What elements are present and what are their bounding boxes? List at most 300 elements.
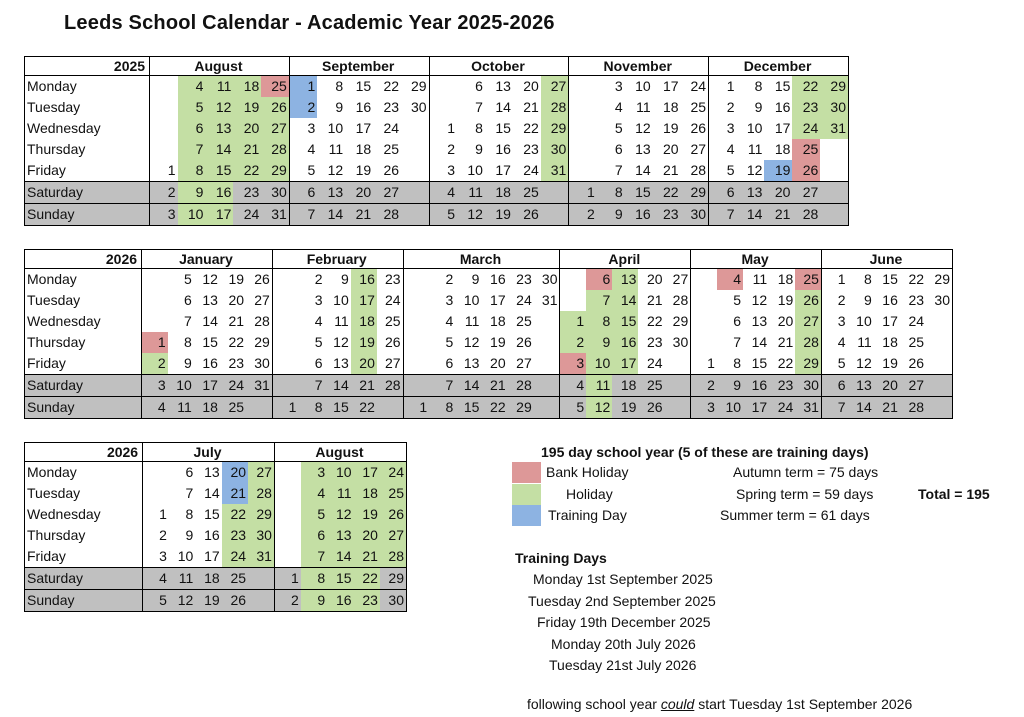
day-cell: 16 bbox=[625, 204, 653, 226]
day-cell: 7 bbox=[733, 334, 742, 350]
day-cell: 21 bbox=[663, 162, 679, 178]
footer-text-after: start Tuesday 1st September 2026 bbox=[694, 696, 913, 712]
day-cell: 17 bbox=[774, 120, 791, 136]
day-cell: 10 bbox=[746, 120, 763, 136]
day-cell: 23 bbox=[228, 355, 245, 371]
month-header: October bbox=[429, 57, 569, 76]
day-cell: 2 bbox=[445, 271, 454, 287]
day-cell: 11 bbox=[328, 141, 344, 157]
day-cell: 27 bbox=[795, 311, 821, 332]
day-cell: 21 bbox=[646, 292, 663, 308]
day-cell: 28 bbox=[377, 375, 403, 397]
day-cell: 8 bbox=[475, 120, 483, 136]
day-cell: 4 bbox=[301, 483, 327, 504]
day-cell: 20 bbox=[646, 271, 663, 287]
day-cell: 18 bbox=[882, 334, 898, 350]
day-cell: 30 bbox=[380, 590, 407, 612]
day-cell: 18 bbox=[485, 182, 513, 204]
day-cell: 31 bbox=[541, 160, 569, 182]
day-cell: 14 bbox=[317, 204, 345, 226]
day-cell: 25 bbox=[795, 269, 821, 291]
day-cell: 16 bbox=[743, 375, 769, 397]
day-cell: 6 bbox=[586, 269, 612, 291]
day-cell bbox=[403, 353, 429, 375]
day-cell: 15 bbox=[774, 78, 791, 94]
day-cell: 13 bbox=[205, 118, 233, 139]
day-cell: 6 bbox=[614, 141, 623, 157]
day-cell: 28 bbox=[681, 160, 709, 182]
day-cell bbox=[377, 397, 403, 419]
month-header: April bbox=[560, 250, 691, 269]
day-cell: 2 bbox=[447, 141, 456, 157]
day-cell: 9 bbox=[597, 204, 625, 226]
day-cell: 13 bbox=[327, 525, 353, 546]
day-cell: 10 bbox=[327, 462, 353, 484]
day-cell bbox=[541, 204, 569, 226]
day-cell: 26 bbox=[261, 97, 289, 118]
year-label: 2025 bbox=[25, 57, 150, 76]
day-cell: 25 bbox=[222, 568, 248, 590]
day-cell: 3 bbox=[150, 204, 178, 226]
day-cell: 11 bbox=[857, 334, 872, 350]
day-cell: 22 bbox=[653, 182, 681, 204]
day-cell: 27 bbox=[373, 182, 401, 204]
month-header: June bbox=[821, 250, 952, 269]
day-label: Tuesday bbox=[25, 97, 150, 118]
day-cell: 8 bbox=[335, 78, 344, 94]
day-cell: 18 bbox=[490, 313, 506, 329]
day-cell: 12 bbox=[205, 97, 233, 118]
day-cell bbox=[820, 160, 848, 182]
day-cell: 10 bbox=[717, 397, 743, 419]
day-cell bbox=[691, 290, 717, 311]
day-cell: 15 bbox=[204, 506, 220, 522]
day-cell: 19 bbox=[777, 292, 794, 308]
day-cell: 27 bbox=[380, 525, 407, 546]
day-cell: 29 bbox=[261, 160, 289, 182]
day-cell bbox=[274, 546, 300, 568]
day-cell bbox=[569, 160, 597, 182]
day-cell: 23 bbox=[792, 97, 820, 118]
day-cell: 8 bbox=[733, 355, 742, 371]
day-cell: 2 bbox=[837, 292, 846, 308]
day-cell: 12 bbox=[463, 334, 480, 350]
day-cell: 25 bbox=[792, 139, 820, 160]
training-day-item: Tuesday 21st July 2026 bbox=[549, 657, 697, 673]
day-cell: 14 bbox=[612, 290, 638, 311]
day-cell: 4 bbox=[726, 141, 735, 157]
day-cell: 7 bbox=[709, 204, 737, 226]
page-title: Leeds School Calendar - Academic Year 2025-2026 bbox=[64, 12, 555, 34]
day-cell: 2 bbox=[274, 590, 300, 612]
day-cell: 27 bbox=[900, 375, 926, 397]
day-cell: 18 bbox=[233, 76, 261, 98]
day-cell: 18 bbox=[351, 311, 377, 332]
footer-text-before: following school year bbox=[527, 696, 661, 712]
day-cell: 28 bbox=[900, 397, 926, 419]
day-cell: 3 bbox=[560, 353, 586, 375]
day-cell: 13 bbox=[333, 355, 349, 371]
day-cell bbox=[248, 568, 274, 590]
day-cell: 25 bbox=[261, 76, 289, 98]
day-cell bbox=[691, 269, 717, 291]
day-cell: 7 bbox=[586, 290, 612, 311]
day-cell: 19 bbox=[354, 504, 380, 525]
bank-holiday-swatch bbox=[512, 462, 541, 483]
day-cell: 15 bbox=[751, 355, 768, 371]
day-cell: 29 bbox=[926, 269, 952, 291]
day-cell: 5 bbox=[837, 355, 846, 371]
day-cell bbox=[560, 290, 586, 311]
day-cell bbox=[429, 97, 457, 118]
autumn-term-days: Autumn term = 75 days bbox=[733, 464, 879, 480]
year-label: 2026 bbox=[25, 250, 142, 269]
day-cell: 13 bbox=[612, 269, 638, 291]
day-label: Saturday bbox=[25, 182, 150, 204]
day-cell: 22 bbox=[523, 120, 539, 136]
day-cell: 1 bbox=[272, 397, 298, 419]
day-cell: 27 bbox=[516, 355, 532, 371]
day-cell: 16 bbox=[204, 527, 220, 543]
day-cell bbox=[569, 139, 597, 160]
day-cell: 19 bbox=[355, 162, 372, 178]
day-cell: 23 bbox=[377, 269, 403, 291]
day-cell: 6 bbox=[301, 525, 327, 546]
month-header: March bbox=[403, 250, 560, 269]
day-cell: 9 bbox=[754, 99, 763, 115]
day-label: Tuesday bbox=[25, 483, 143, 504]
day-cell: 1 bbox=[447, 120, 456, 136]
day-cell bbox=[820, 204, 848, 226]
day-cell: 11 bbox=[457, 182, 485, 204]
day-cell: 21 bbox=[523, 99, 539, 115]
day-cell bbox=[401, 118, 429, 139]
day-cell: 8 bbox=[301, 568, 327, 590]
day-cell: 21 bbox=[228, 313, 245, 329]
day-cell: 25 bbox=[380, 483, 407, 504]
day-cell: 3 bbox=[142, 375, 168, 397]
month-header: December bbox=[709, 57, 849, 76]
day-cell: 2 bbox=[150, 182, 178, 204]
day-cell: 4 bbox=[560, 375, 586, 397]
day-cell: 28 bbox=[246, 311, 272, 332]
day-cell: 24 bbox=[769, 397, 795, 419]
day-cell: 7 bbox=[429, 375, 455, 397]
day-cell: 12 bbox=[746, 162, 763, 178]
day-cell: 25 bbox=[908, 334, 925, 350]
day-cell: 9 bbox=[475, 141, 483, 157]
holiday-swatch bbox=[512, 484, 541, 505]
day-cell: 17 bbox=[194, 375, 220, 397]
day-cell: 15 bbox=[202, 334, 218, 350]
day-cell: 14 bbox=[327, 546, 353, 568]
day-label: Monday bbox=[25, 269, 142, 291]
day-cell: 23 bbox=[222, 525, 248, 546]
day-cell bbox=[272, 332, 298, 353]
day-cell: 15 bbox=[882, 271, 898, 287]
day-cell: 30 bbox=[534, 269, 560, 291]
day-cell: 30 bbox=[261, 182, 289, 204]
day-cell: 28 bbox=[380, 546, 407, 568]
month-header: August bbox=[150, 57, 290, 76]
day-cell: 3 bbox=[307, 120, 316, 136]
day-cell: 17 bbox=[351, 290, 377, 311]
day-cell bbox=[150, 118, 178, 139]
footer-emphasis: could bbox=[660, 696, 695, 712]
day-cell: 2 bbox=[726, 99, 735, 115]
day-cell: 21 bbox=[351, 375, 377, 397]
day-cell: 10 bbox=[467, 162, 483, 178]
day-cell: 11 bbox=[752, 271, 768, 287]
day-cell bbox=[274, 483, 300, 504]
day-cell bbox=[248, 590, 274, 612]
day-cell: 11 bbox=[464, 313, 480, 329]
day-cell: 2 bbox=[569, 204, 597, 226]
day-cell: 17 bbox=[490, 292, 506, 308]
day-cell: 7 bbox=[821, 397, 847, 419]
day-cell: 22 bbox=[792, 76, 820, 98]
day-cell: 27 bbox=[248, 462, 274, 484]
day-cell: 6 bbox=[185, 464, 194, 480]
day-cell: 4 bbox=[143, 568, 169, 590]
day-cell: 20 bbox=[222, 462, 248, 484]
day-cell bbox=[926, 311, 952, 332]
day-cell: 21 bbox=[222, 483, 248, 504]
day-cell: 21 bbox=[233, 139, 261, 160]
day-cell: 29 bbox=[681, 182, 709, 204]
day-cell: 23 bbox=[523, 141, 539, 157]
day-cell: 21 bbox=[481, 375, 507, 397]
day-cell: 15 bbox=[355, 78, 372, 94]
day-cell: 1 bbox=[159, 506, 167, 522]
day-cell: 25 bbox=[638, 375, 664, 397]
day-cell bbox=[534, 375, 560, 397]
day-cell: 10 bbox=[327, 120, 344, 136]
day-cell: 13 bbox=[848, 375, 874, 397]
day-cell: 3 bbox=[837, 313, 846, 329]
day-cell: 6 bbox=[475, 78, 483, 94]
day-cell: 16 bbox=[202, 355, 218, 371]
day-cell: 2 bbox=[289, 97, 317, 118]
day-cell: 15 bbox=[612, 311, 638, 332]
day-cell: 29 bbox=[795, 353, 821, 375]
day-cell bbox=[150, 139, 178, 160]
day-cell: 3 bbox=[314, 292, 323, 308]
day-cell: 12 bbox=[586, 397, 612, 419]
day-cell: 9 bbox=[340, 271, 349, 287]
day-cell: 18 bbox=[355, 141, 372, 157]
day-cell: 27 bbox=[541, 76, 569, 98]
day-cell: 5 bbox=[429, 204, 457, 226]
day-cell: 14 bbox=[204, 485, 220, 501]
day-cell: 4 bbox=[429, 182, 457, 204]
day-cell: 2 bbox=[691, 375, 717, 397]
day-label: Wednesday bbox=[25, 504, 143, 525]
day-cell: 19 bbox=[233, 97, 261, 118]
day-cell: 9 bbox=[471, 271, 480, 287]
day-cell: 26 bbox=[377, 332, 403, 353]
day-cell bbox=[534, 332, 560, 353]
day-cell: 31 bbox=[248, 546, 274, 568]
day-cell: 22 bbox=[777, 355, 794, 371]
training-days-heading: Training Days bbox=[515, 550, 607, 566]
day-cell: 28 bbox=[792, 204, 820, 226]
day-cell: 29 bbox=[541, 118, 569, 139]
day-cell: 10 bbox=[586, 353, 612, 375]
day-cell: 9 bbox=[335, 99, 344, 115]
day-cell bbox=[926, 332, 952, 353]
day-cell bbox=[534, 311, 560, 332]
day-cell: 16 bbox=[205, 182, 233, 204]
day-cell: 8 bbox=[754, 78, 763, 94]
day-cell: 3 bbox=[445, 292, 454, 308]
day-cell: 24 bbox=[516, 292, 532, 308]
day-cell: 19 bbox=[764, 160, 792, 182]
day-cell: 28 bbox=[261, 139, 289, 160]
day-cell: 16 bbox=[351, 269, 377, 291]
day-cell bbox=[272, 375, 298, 397]
day-cell: 27 bbox=[377, 353, 403, 375]
day-cell bbox=[534, 353, 560, 375]
day-cell: 5 bbox=[301, 504, 327, 525]
day-cell: 12 bbox=[202, 271, 218, 287]
day-cell bbox=[401, 182, 429, 204]
calendar-2026-jul-aug bbox=[24, 442, 407, 612]
total-days: Total = 195 bbox=[918, 486, 990, 502]
day-cell: 2 bbox=[314, 271, 323, 287]
day-cell: 13 bbox=[495, 78, 511, 94]
day-cell: 9 bbox=[184, 355, 192, 371]
day-cell: 31 bbox=[534, 290, 560, 311]
day-cell: 14 bbox=[205, 139, 233, 160]
month-header: September bbox=[289, 57, 429, 76]
day-cell: 21 bbox=[874, 397, 900, 419]
day-cell: 24 bbox=[523, 162, 539, 178]
day-cell: 24 bbox=[681, 76, 709, 98]
day-cell: 13 bbox=[317, 182, 345, 204]
day-cell: 22 bbox=[222, 504, 248, 525]
day-cell: 9 bbox=[185, 527, 194, 543]
day-cell: 20 bbox=[228, 292, 245, 308]
day-cell: 6 bbox=[314, 355, 323, 371]
day-cell bbox=[560, 269, 586, 291]
summer-term-days: Summer term = 61 days bbox=[720, 507, 870, 523]
day-cell: 12 bbox=[327, 504, 353, 525]
day-cell: 31 bbox=[820, 118, 848, 139]
day-cell: 18 bbox=[663, 99, 679, 115]
day-cell: 30 bbox=[541, 139, 569, 160]
day-cell: 8 bbox=[429, 397, 455, 419]
day-cell: 26 bbox=[513, 204, 541, 226]
day-cell: 19 bbox=[195, 590, 221, 612]
day-cell: 26 bbox=[516, 334, 532, 350]
day-cell: 11 bbox=[168, 397, 194, 419]
day-cell bbox=[926, 375, 952, 397]
day-cell bbox=[691, 332, 717, 353]
training-day-item: Friday 19th December 2025 bbox=[537, 614, 711, 630]
day-cell: 31 bbox=[246, 375, 272, 397]
day-cell bbox=[665, 397, 691, 419]
day-cell bbox=[926, 353, 952, 375]
day-cell: 19 bbox=[351, 332, 377, 353]
day-cell: 23 bbox=[908, 292, 925, 308]
day-label: Sunday bbox=[25, 590, 143, 612]
training-day-item: Monday 20th July 2026 bbox=[551, 636, 696, 652]
day-cell: 29 bbox=[508, 397, 534, 419]
day-cell: 26 bbox=[383, 162, 400, 178]
day-cell: 17 bbox=[663, 78, 679, 94]
day-cell: 21 bbox=[777, 334, 794, 350]
day-cell: 7 bbox=[301, 546, 327, 568]
day-cell: 21 bbox=[354, 546, 380, 568]
day-cell: 12 bbox=[333, 334, 349, 350]
day-label: Monday bbox=[25, 462, 143, 484]
month-header: May bbox=[691, 250, 822, 269]
day-cell: 29 bbox=[401, 76, 429, 98]
day-cell: 20 bbox=[233, 118, 261, 139]
day-cell: 7 bbox=[614, 162, 623, 178]
day-cell: 25 bbox=[516, 313, 532, 329]
day-cell: 18 bbox=[195, 568, 221, 590]
day-cell: 25 bbox=[377, 311, 403, 332]
day-cell: 5 bbox=[307, 162, 316, 178]
day-cell: 16 bbox=[490, 271, 506, 287]
day-cell: 12 bbox=[635, 120, 651, 136]
day-cell: 3 bbox=[301, 462, 327, 484]
day-cell: 29 bbox=[665, 311, 691, 332]
day-cell: 5 bbox=[143, 590, 169, 612]
day-cell: 7 bbox=[184, 313, 192, 329]
day-cell: 20 bbox=[523, 78, 539, 94]
day-cell: 17 bbox=[743, 397, 769, 419]
day-cell: 17 bbox=[204, 548, 220, 564]
month-header: November bbox=[569, 57, 709, 76]
day-cell: 17 bbox=[612, 353, 638, 375]
day-cell: 24 bbox=[646, 355, 663, 371]
day-label: Thursday bbox=[25, 525, 143, 546]
day-cell: 7 bbox=[178, 139, 206, 160]
day-label: Wednesday bbox=[25, 311, 142, 332]
day-cell: 30 bbox=[820, 97, 848, 118]
day-cell: 4 bbox=[142, 397, 168, 419]
day-cell: 15 bbox=[495, 120, 511, 136]
day-cell: 14 bbox=[635, 162, 651, 178]
day-cell: 8 bbox=[597, 182, 625, 204]
calendar-2026-jan-jun bbox=[24, 249, 953, 419]
day-cell: 29 bbox=[820, 76, 848, 98]
day-cell: 1 bbox=[403, 397, 429, 419]
day-cell: 3 bbox=[614, 78, 623, 94]
day-cell bbox=[246, 397, 272, 419]
day-cell bbox=[569, 97, 597, 118]
day-cell: 14 bbox=[848, 397, 874, 419]
day-cell: 8 bbox=[178, 160, 206, 182]
holiday-label: Holiday bbox=[566, 486, 613, 502]
day-cell: 22 bbox=[354, 568, 380, 590]
day-cell bbox=[272, 269, 298, 291]
day-cell: 24 bbox=[908, 313, 925, 329]
day-cell: 4 bbox=[307, 141, 316, 157]
day-cell: 11 bbox=[636, 99, 651, 115]
training-day-swatch bbox=[512, 505, 541, 526]
day-label: Friday bbox=[25, 160, 150, 182]
day-cell: 4 bbox=[837, 334, 846, 350]
day-cell: 16 bbox=[774, 99, 791, 115]
day-cell: 3 bbox=[726, 120, 735, 136]
day-cell bbox=[403, 290, 429, 311]
day-cell: 8 bbox=[185, 506, 194, 522]
day-cell: 28 bbox=[541, 97, 569, 118]
